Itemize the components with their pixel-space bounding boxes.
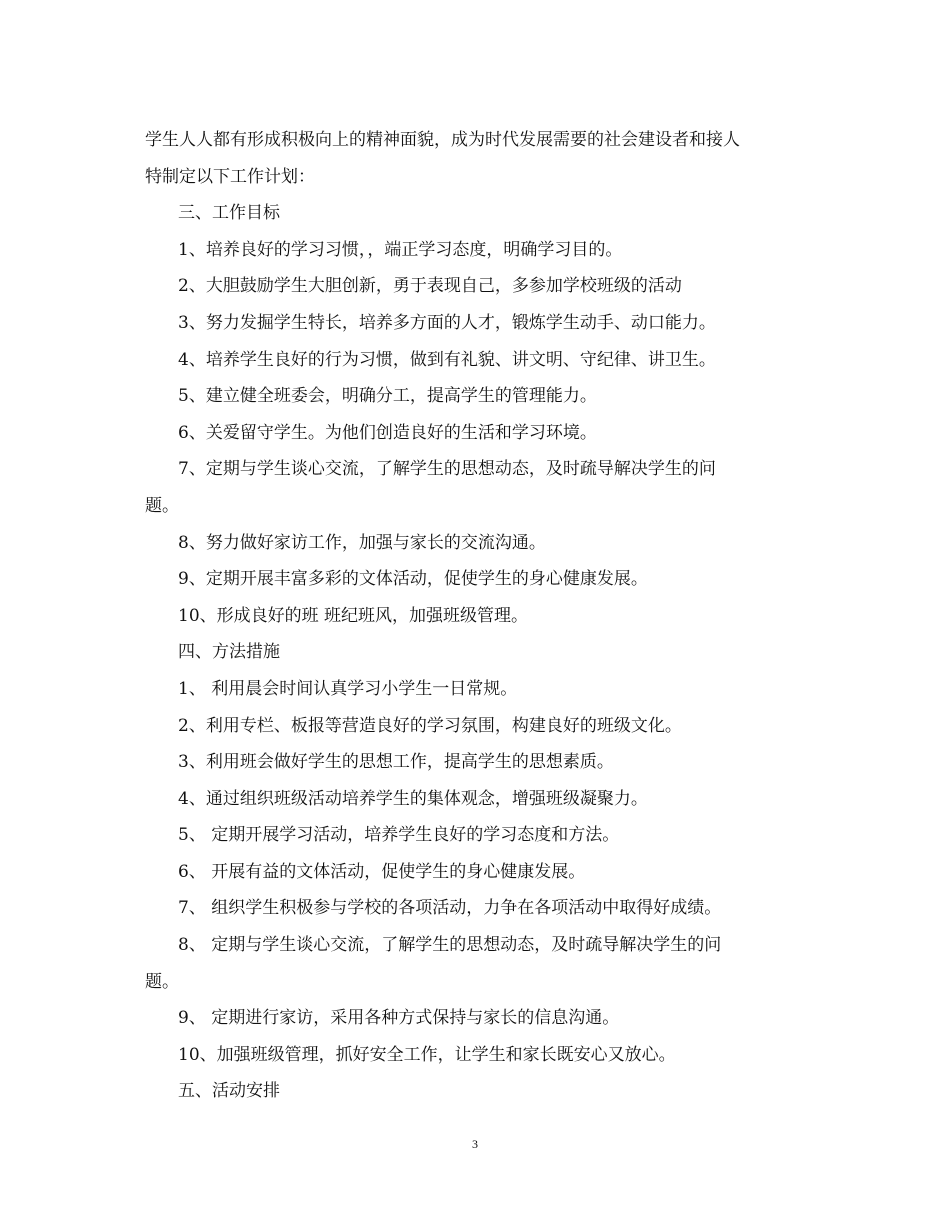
goal-item-7-continuation: 题。 [145, 495, 179, 516]
goal-item-7: 7、定期与学生谈心交流，了解学生的思想动态，及时疏导解决学生的问 [178, 459, 716, 480]
document-body [145, 122, 805, 1110]
goal-item-8: 8、努力做好家访工作，加强与家长的交流沟通。 [178, 532, 546, 553]
method-item-8: 8、 定期与学生谈心交流，了解学生的思想动态，及时疏导解决学生的问 [178, 935, 722, 956]
goal-item-1: 1、培养良好的学习习惯，，端正学习态度，明确学习目的。 [178, 239, 623, 260]
method-item-8-continuation: 题。 [145, 971, 179, 992]
method-item-5: 5、 定期开展学习活动，培养学生良好的学习态度和方法。 [178, 825, 620, 846]
section-heading-activities: 五、活动安排 [178, 1081, 280, 1102]
section-heading-methods: 四、方法措施 [178, 642, 280, 663]
text-line-2: 特制定以下工作计划： [145, 166, 315, 187]
method-item-1: 1、 利用晨会时间认真学习小学生一日常规。 [178, 678, 518, 699]
method-item-2: 2、利用专栏、板报等营造良好的学习氛围，构建良好的班级文化。 [178, 715, 682, 736]
method-item-4: 4、通过组织班级活动培养学生的集体观念，增强班级凝聚力。 [178, 788, 648, 809]
goal-item-5: 5、建立健全班委会，明确分工，提高学生的管理能力。 [178, 386, 597, 407]
method-item-3: 3、利用班会做好学生的思想工作，提高学生的思想素质。 [178, 752, 614, 773]
goal-item-6: 6、关爱留守学生。为他们创造良好的生活和学习环境。 [178, 422, 597, 443]
goal-item-10: 10、形成良好的班 班纪班风，加强班级管理。 [178, 605, 529, 626]
goal-item-9: 9、定期开展丰富多彩的文体活动，促使学生的身心健康发展。 [178, 569, 648, 590]
goal-item-2: 2、大胆鼓励学生大胆创新，勇于表现自己，多参加学校班级的活动 [178, 276, 682, 297]
section-heading-goals: 三、工作目标 [178, 203, 280, 224]
method-item-6: 6、 开展有益的文体活动，促使学生的身心健康发展。 [178, 861, 586, 882]
method-item-7: 7、 组织学生积极参与学校的各项活动，力争在各项活动中取得好成绩。 [178, 898, 722, 919]
method-item-9: 9、 定期进行家访，采用各种方式保持与家长的信息沟通。 [178, 1008, 620, 1029]
page-number: 3 [472, 1137, 478, 1151]
goal-item-4: 4、培养学生良好的行为习惯，做到有礼貌、讲文明、守纪律、讲卫生。 [178, 349, 716, 370]
method-item-10: 10、加强班级管理，抓好安全工作，让学生和家长既安心又放心。 [178, 1044, 676, 1065]
text-line-1: 学生人人都有形成积极向上的精神面貌，成为时代发展需要的社会建设者和接人 [145, 130, 740, 150]
goal-item-3: 3、努力发掘学生特长，培养多方面的人才，锻炼学生动手、动口能力。 [178, 312, 716, 333]
